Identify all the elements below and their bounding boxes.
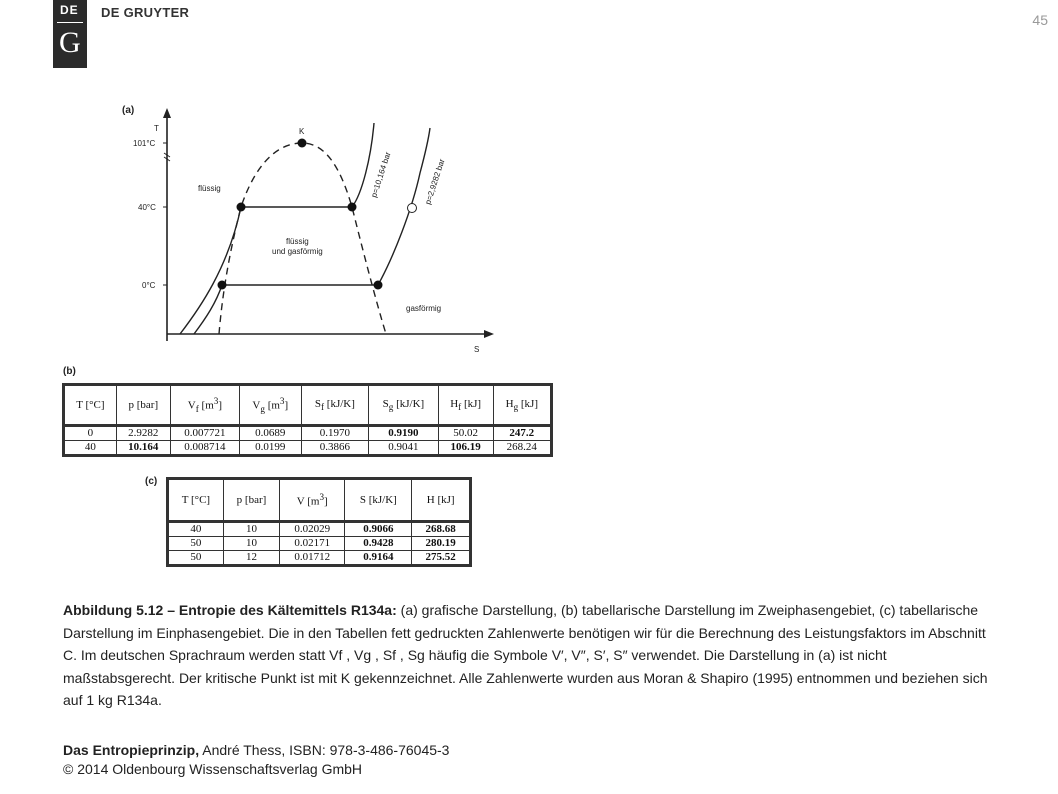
x-axis-arrow bbox=[484, 330, 494, 338]
table-cell: 0.9164 bbox=[345, 551, 412, 566]
region-two-phase-line1: flüssig bbox=[286, 237, 309, 246]
table-c-header: H [kJ] bbox=[412, 479, 471, 522]
table-cell: 247.2 bbox=[493, 426, 551, 441]
logo-bottom-text: G bbox=[59, 26, 81, 59]
book-info: André Thess, ISBN: 978-3-486-76045-3 bbox=[199, 742, 450, 758]
table-cell: 50 bbox=[190, 551, 202, 563]
tick-label-101: 101°C bbox=[133, 139, 156, 148]
logo-top-text: DE bbox=[60, 3, 79, 17]
table-cell: 2.9282 bbox=[116, 426, 170, 441]
isobar-high-label: p=10,164 bar bbox=[369, 150, 393, 199]
figure-caption bbox=[63, 599, 993, 712]
table-c-header: V $[m^3]$ bbox=[280, 479, 345, 522]
table-cell: 0.008714 bbox=[170, 441, 239, 456]
table-cell: 0.9190 bbox=[369, 426, 439, 441]
table-cell: 0.0199 bbox=[239, 441, 301, 456]
table-row bbox=[64, 426, 552, 441]
caption-text: (a) grafische Darstellung, (b) tabellarische Darstellung im Zweiphasengebiet, (c) tabellarische Darstellung im Einphasengebiet. Die in den Tabellen fett gedruckten Zahlenwerte benötigen wir für die Berechnung des Leistungsfaktors im Abschnitt C. Im deutschen Sprachraum werden statt Vf , Vg , Sf , Sg häufig die Symbole V′, V″, S′, S″ verwendet. Die Darstellung in (a) ist nicht maßstabsgerecht. Der kritische Punkt ist mit K gekennzeichnet. Alle Zahlenwerte wurden aus Moran & Shapiro (1995) entnommen und beziehen sich auf 1 kg R134a. bbox=[63, 602, 988, 708]
state-point-40-vapor bbox=[348, 203, 357, 212]
y-axis-arrow bbox=[163, 108, 171, 118]
table-b-header: $S_f$ [kJ/K] bbox=[301, 385, 369, 426]
table-b-header: $S_g$ [kJ/K] bbox=[369, 385, 439, 426]
table-cell: 0.01712 bbox=[280, 551, 345, 566]
table-row bbox=[168, 551, 471, 566]
table-cell: 10.164 bbox=[116, 441, 170, 456]
table-cell: 40 bbox=[168, 522, 224, 537]
isobar-low bbox=[194, 128, 430, 334]
table-cell: 10 bbox=[223, 522, 279, 537]
table-b-header: T [°C] bbox=[64, 385, 117, 426]
state-point-open bbox=[408, 204, 417, 213]
table-row bbox=[168, 522, 471, 537]
book-citation bbox=[63, 741, 449, 760]
table-cell: 0 bbox=[64, 426, 117, 441]
table-cell: 0.9066 bbox=[345, 522, 412, 537]
table-b-header: p [bar] bbox=[116, 385, 170, 426]
table-cell: 50 bbox=[168, 537, 224, 551]
table-cell: 275.52 bbox=[412, 551, 471, 566]
table-cell: 10 bbox=[223, 537, 279, 551]
table-cell: 0.9428 bbox=[345, 537, 412, 551]
table-cell: 0.0689 bbox=[239, 426, 301, 441]
table-b-header: $H_g$ [kJ] bbox=[493, 385, 551, 426]
table-c-header: S [kJ/K] bbox=[345, 479, 412, 522]
copyright: © 2014 Oldenbourg Wissenschaftsverlag GmbH bbox=[63, 761, 363, 777]
table-c-header: T [°C] bbox=[168, 479, 224, 522]
panel-c-label: (c) bbox=[145, 476, 158, 487]
isobar-high bbox=[180, 123, 374, 334]
book-title: Das Entropieprinzip, bbox=[63, 742, 200, 758]
publisher-name: DE GRUYTER bbox=[101, 5, 190, 20]
table-cell: 268.24 bbox=[493, 441, 551, 456]
page-number: 45 bbox=[1032, 12, 1048, 28]
state-point-0-vapor bbox=[374, 281, 383, 290]
table-single-phase bbox=[166, 477, 472, 567]
ts-diagram bbox=[110, 98, 500, 360]
y-axis-label: T bbox=[154, 124, 159, 133]
critical-point-label: K bbox=[299, 127, 305, 136]
table-cell: 0.02029 bbox=[280, 522, 345, 537]
panel-a-label: (a) bbox=[122, 105, 135, 116]
x-axis-label: S bbox=[474, 345, 480, 354]
table-cell: 280.19 bbox=[412, 537, 471, 551]
critical-point-marker bbox=[298, 139, 307, 148]
table-cell: 268.68 bbox=[412, 522, 471, 537]
tick-label-0: 0°C bbox=[142, 281, 156, 290]
table-c-header: p [bar] bbox=[223, 479, 279, 522]
state-point-40-liquid bbox=[237, 203, 246, 212]
table-cell: 106.19 bbox=[438, 441, 493, 456]
table-row bbox=[168, 537, 471, 551]
state-point-0-liquid bbox=[218, 281, 227, 290]
caption-title: Abbildung 5.12 – Entropie des Kältemittels R134a: bbox=[63, 602, 397, 618]
table-cell: 0.9041 bbox=[369, 441, 439, 456]
table-cell: 0.02171 bbox=[280, 537, 345, 551]
table-cell: 0.007721 bbox=[170, 426, 239, 441]
logo-divider bbox=[57, 22, 83, 23]
table-two-phase bbox=[62, 383, 553, 457]
region-liquid-label: flüssig bbox=[198, 184, 221, 193]
region-two-phase-line2: und gasförmig bbox=[272, 247, 323, 256]
tick-label-40: 40°C bbox=[138, 203, 156, 212]
table-b-header-row bbox=[64, 385, 552, 426]
table-b-header: $V_f$ $[m^3]$ bbox=[170, 385, 239, 426]
publisher-logo bbox=[53, 0, 87, 68]
table-cell: 0.1970 bbox=[301, 426, 369, 441]
table-b-header: $V_g$ $[m^3]$ bbox=[239, 385, 301, 426]
table-cell: 40 bbox=[84, 441, 96, 453]
panel-b-label: (b) bbox=[63, 366, 76, 377]
table-cell: 0.3866 bbox=[301, 441, 369, 456]
table-cell: 50.02 bbox=[438, 426, 493, 441]
isobar-low-label: p=2,9282 bar bbox=[423, 157, 447, 206]
table-row bbox=[64, 441, 552, 456]
table-c-header-row bbox=[168, 479, 471, 522]
region-gas-label: gasförmig bbox=[406, 304, 442, 313]
table-b-header: $H_f$ [kJ] bbox=[438, 385, 493, 426]
table-cell: 12 bbox=[223, 551, 279, 566]
page-footer bbox=[63, 741, 449, 779]
